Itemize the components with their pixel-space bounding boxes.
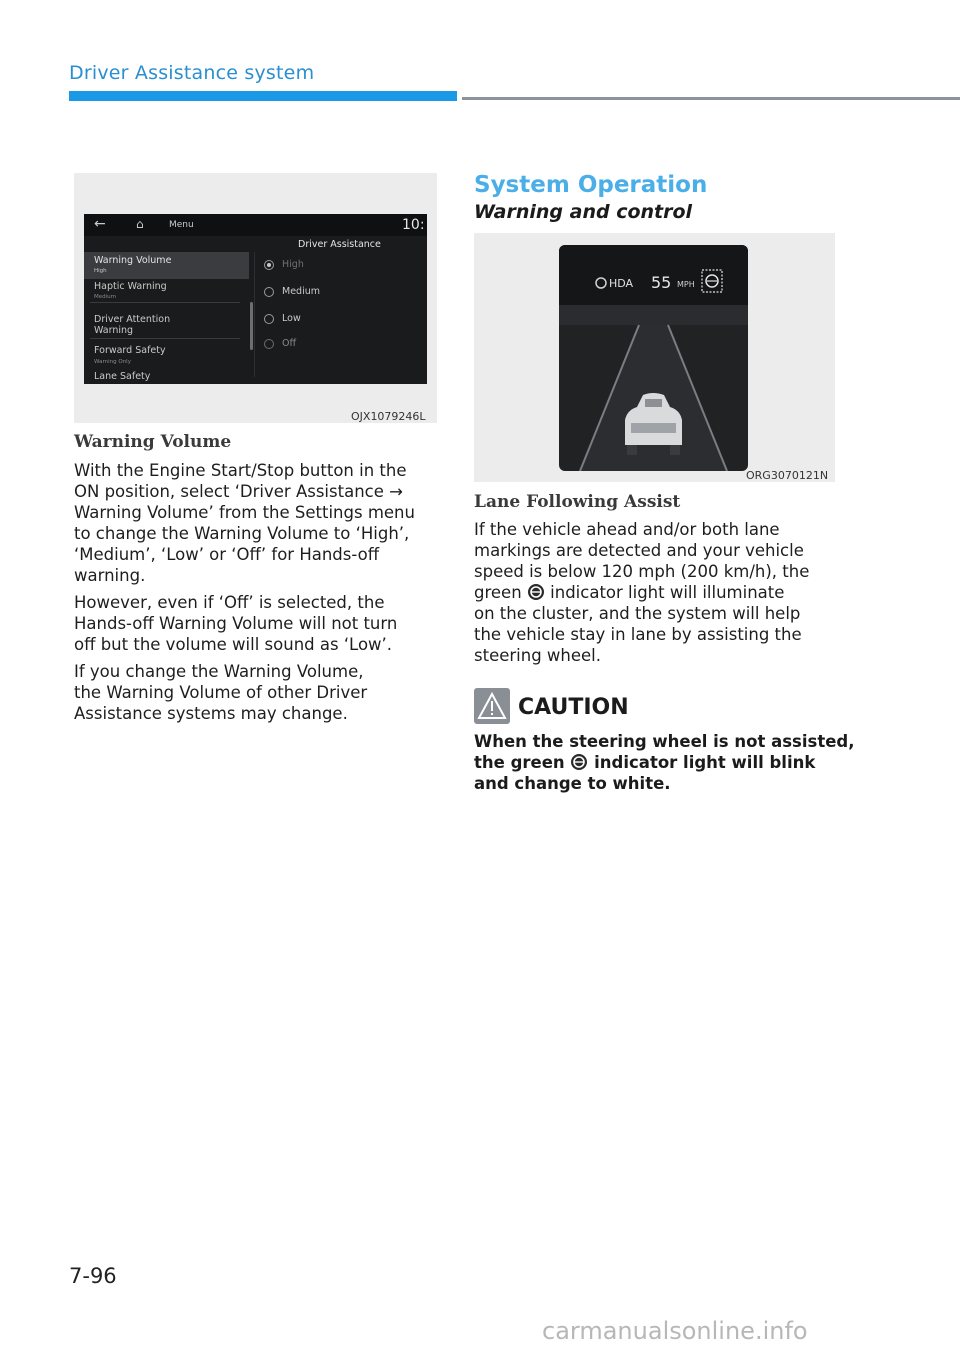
radio-icon: [264, 339, 274, 349]
menu-item-sub: Warning: [94, 325, 134, 336]
text-line: With the Engine Start/Stop button in the: [74, 461, 407, 480]
text-line: Warning Volume’ from the Settings menu: [74, 503, 415, 522]
header-rule-blue: [69, 91, 457, 101]
lane-following-assist-icon: [570, 753, 588, 771]
text-line: Hands-off Warning Volume will not turn: [74, 614, 398, 633]
text-fragment: indicator light will illuminate: [550, 583, 785, 602]
heading-lane-following-assist: Lane Following Assist: [474, 492, 681, 512]
text-line: However, even if ‘Off’ is selected, the: [74, 593, 385, 612]
text-line: speed is below 120 mph (200 km/h), the: [474, 562, 810, 581]
text-line: the vehicle stay in lane by assisting the: [474, 625, 802, 644]
radio-icon: [264, 314, 274, 324]
menu-item-label: Warning Volume: [94, 255, 172, 266]
home-icon: ⌂: [136, 217, 144, 231]
text-line: If you change the Warning Volume,: [74, 662, 364, 681]
text-line: Assistance systems may change.: [74, 704, 348, 723]
paragraph-warning-volume-1: [74, 460, 415, 586]
scrollbar: [250, 302, 253, 350]
screen-menu-label: Menu: [169, 220, 194, 230]
text-fragment: green: [474, 583, 522, 602]
text-line: off but the volume will sound as ‘Low’.: [74, 635, 393, 654]
text-line: steering wheel.: [474, 646, 601, 665]
caution-body: [474, 731, 855, 794]
settings-screen: [84, 214, 427, 384]
hda-label: HDA: [609, 277, 634, 290]
menu-item-sub: Medium: [94, 294, 116, 300]
settings-screen-figure: [74, 173, 437, 423]
running-header: Driver Assistance system: [69, 62, 315, 84]
text-line: markings are detected and your vehicle: [474, 541, 804, 560]
text-line-with-icon: [474, 582, 809, 603]
screen-clock: 10:: [402, 217, 425, 233]
text-line: If the vehicle ahead and/or both lane: [474, 520, 780, 539]
text-line: ON position, select ‘Driver Assistance →: [74, 482, 403, 501]
text-line: on the cluster, and the system will help: [474, 604, 801, 623]
text-line: to change the Warning Volume to ‘High’,: [74, 524, 410, 543]
text-fragment: indicator light will blink: [594, 753, 816, 772]
text-line: ‘Medium’, ‘Low’ or ‘Off’ for Hands-off: [74, 545, 380, 564]
radio-icon: [264, 287, 274, 297]
menu-item-sub: High: [94, 268, 107, 274]
option-label: High: [282, 259, 304, 270]
text-line-with-icon: [474, 752, 855, 773]
lane-following-assist-icon: [527, 583, 545, 601]
section-title: System Operation: [474, 172, 708, 198]
option-label: Off: [282, 338, 297, 349]
figure-code: ORG3070121N: [746, 469, 829, 482]
menu-item-label: Forward Safety: [94, 345, 166, 356]
list-divider: [90, 338, 240, 339]
caution-warning-icon: [474, 688, 510, 724]
text-line: When the steering wheel is not assisted,: [474, 732, 855, 751]
paragraph-warning-volume-2: [74, 592, 397, 655]
back-arrow-icon: ←: [94, 216, 106, 232]
text-fragment: the green: [474, 753, 565, 772]
panel-divider: [254, 252, 255, 377]
menu-item-label: Lane Safety: [94, 371, 151, 382]
text-line: warning.: [74, 566, 146, 585]
option-label: Medium: [282, 286, 320, 297]
text-line: and change to white.: [474, 774, 671, 793]
page-number: 7-96: [69, 1264, 117, 1288]
cluster-figure: [474, 233, 835, 482]
radio-selected-icon: [264, 260, 274, 270]
heading-warning-volume: Warning Volume: [74, 432, 232, 452]
menu-item-label: Driver Attention: [94, 314, 171, 325]
watermark: carmanualsonline.info: [542, 1317, 808, 1345]
list-divider: [90, 302, 240, 303]
option-label: Low: [282, 313, 301, 324]
caution-title: CAUTION: [518, 695, 629, 720]
menu-item-sub: Warning Only: [94, 359, 131, 365]
text-line: the Warning Volume of other Driver: [74, 683, 368, 702]
figure-code: OJX1079246L: [351, 410, 426, 423]
screen-panel-title: Driver Assistance: [298, 239, 381, 250]
subsection-title: Warning and control: [474, 201, 693, 223]
header-rule-gray: [462, 97, 960, 100]
menu-item-label: Haptic Warning: [94, 281, 167, 292]
paragraph-lane-following-assist: [474, 519, 809, 666]
paragraph-warning-volume-3: [74, 661, 367, 724]
speed-value: 55: [651, 273, 672, 292]
speed-unit: MPH: [677, 280, 695, 289]
instrument-cluster: [559, 245, 748, 471]
